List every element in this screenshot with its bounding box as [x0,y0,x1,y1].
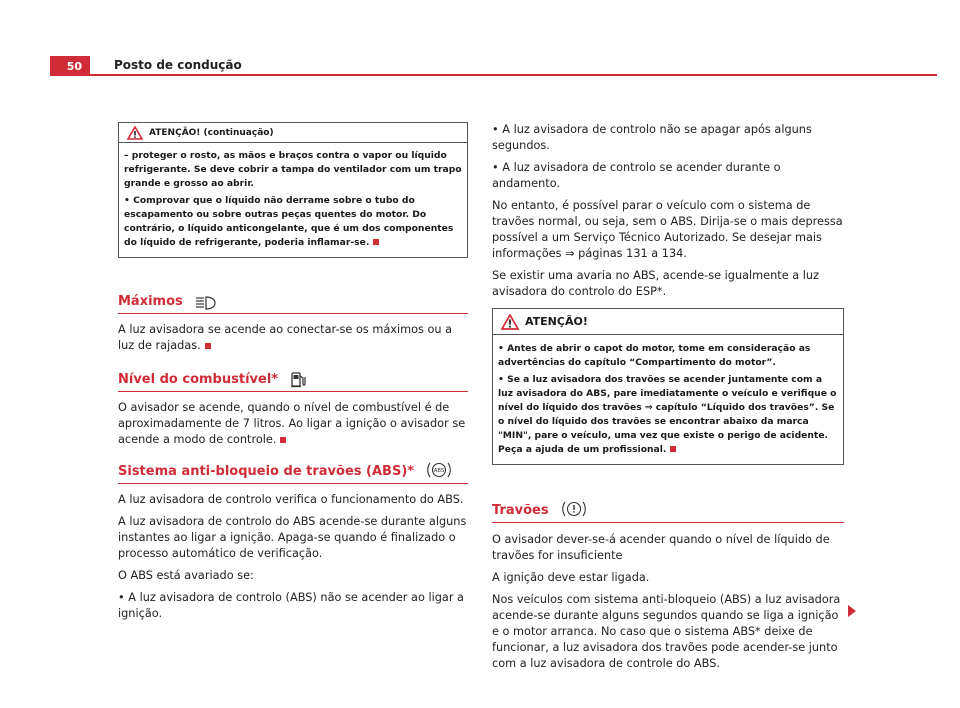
warning-header [119,123,467,143]
intro-paragraph: Se existir uma avaria no ABS, acende-se igualmente a luz avisadora do controlo do ESP*. [492,269,820,298]
intro-paragraph: • A luz avisadora de controlo não se apagar após alguns segundos. [492,123,812,152]
section-paragraph: A luz avisadora de controlo verifica o funcionamento do ABS. [118,493,464,506]
section-title: Máximos [118,294,183,309]
warning-paragraph: • Antes de abrir o capot do motor, tome em consideração as advertências do capítulo “Compartimento do motor”. [498,343,811,368]
section-body [492,532,844,672]
abs-icon-label: ABS [433,468,445,474]
page-number: 50 [50,56,90,76]
end-marker [205,343,211,349]
section-paragraph: A ignição deve estar ligada. [492,571,650,584]
warning-body [493,335,843,464]
intro-text [492,122,844,300]
page-header-title: Posto de condução [114,58,242,72]
end-marker [670,446,676,452]
section-title: Nível do combustível* [118,372,279,387]
warning-triangle-icon [501,314,519,330]
abs-icon [426,460,452,480]
section-title: Travões [492,503,549,518]
section-body [118,492,468,622]
warning-title: ATENÇÃO! (continuação) [149,127,274,138]
brake-warning-icon [561,499,587,519]
section-paragraph: O avisador se acende, quando o nível de combustível é de aproximadamente de 7 litros. Ao ligar a ignição o avisador se acende a modo de controle. [118,401,466,446]
high-beam-icon [195,296,217,310]
section-title: Sistema anti-bloqueio de travões (ABS)* [118,464,415,479]
intro-paragraph: • A luz avisadora de controlo se acender durante o andamento. [492,161,781,190]
section-heading-brakes [492,497,844,523]
section-heading-high-beam [118,292,468,314]
section-paragraph: A luz avisadora de controlo do ABS acende-se durante alguns instantes ao ligar a ignição. Apaga-se quando é finalizado o processo automático de verificação. [118,515,467,560]
intro-paragraph: No entanto, é possível parar o veículo com o sistema de travões normal, ou seja, sem o ABS. Dirija-se o mais depressa possível a um Serviço Técnico Autorizado. Se desejar mais informações ⇒ páginas 131 a 134. [492,199,843,260]
warning-header [493,309,843,335]
section-paragraph: • A luz avisadora de controlo (ABS) não se acender ao ligar a ignição. [118,591,464,620]
section-paragraph: Nos veículos com sistema anti-bloqueio (ABS) a luz avisadora acende-se durante alguns segundos quando se liga a ignição e o motor arranca. No caso que o sistema ABS* deixe de funcionar, a luz avisadora dos travões pode acender-se junto com a luz avisadora de controle do ABS. [492,593,841,670]
end-marker [373,239,379,245]
warning-paragraph: • Se a luz avisadora dos travões se acender juntamente com a luz avisadora do ABS, pare imediatamente o veículo e verifique o nível do líquido dos travões ⇒ capítulo “Líquido dos travões”. Se o nível do líquido dos travões se encontrar abaixo da marca "MIN", pare o veículo, uma vez que existe o perigo de acidente. Peça a ajuda de um profissional. [498,374,837,455]
warning-paragraph: • Comprovar que o líquido não derrame sobre o tubo do escapamento ou sobre outras peças quentes do motor. Do contrário, o líquido anticongelante, que é um dos componentes do líquido de refrigerante, poderia inflamar-se. [124,195,454,248]
fuel-pump-icon [290,370,306,388]
section-body [118,400,468,448]
warning-box-continued [118,122,468,258]
section-body [118,322,468,354]
section-paragraph: O ABS está avariado se: [118,569,254,582]
warning-triangle-icon [127,126,143,140]
header-rule [50,74,937,76]
section-paragraph: O avisador dever-se-á acender quando o nível de líquido de travões for insuficiente [492,533,830,562]
warning-box-abs [492,308,844,465]
left-column [118,122,468,628]
warning-body [119,143,467,257]
warning-paragraph: – proteger o rosto, as mãos e braços contra o vapor ou líquido refrigerante. Se deve cobrir a tampa do ventilador com um trapo grande e grosso ao abrir. [124,150,462,189]
end-marker [280,437,286,443]
continue-arrow-icon [848,605,856,617]
section-heading-abs [118,460,468,484]
right-column [492,122,844,678]
warning-title: ATENÇÃO! [525,315,588,328]
section-paragraph: A luz avisadora se acende ao conectar-se os máximos ou a luz de rajadas. [118,323,453,352]
section-heading-fuel-level [118,368,468,392]
